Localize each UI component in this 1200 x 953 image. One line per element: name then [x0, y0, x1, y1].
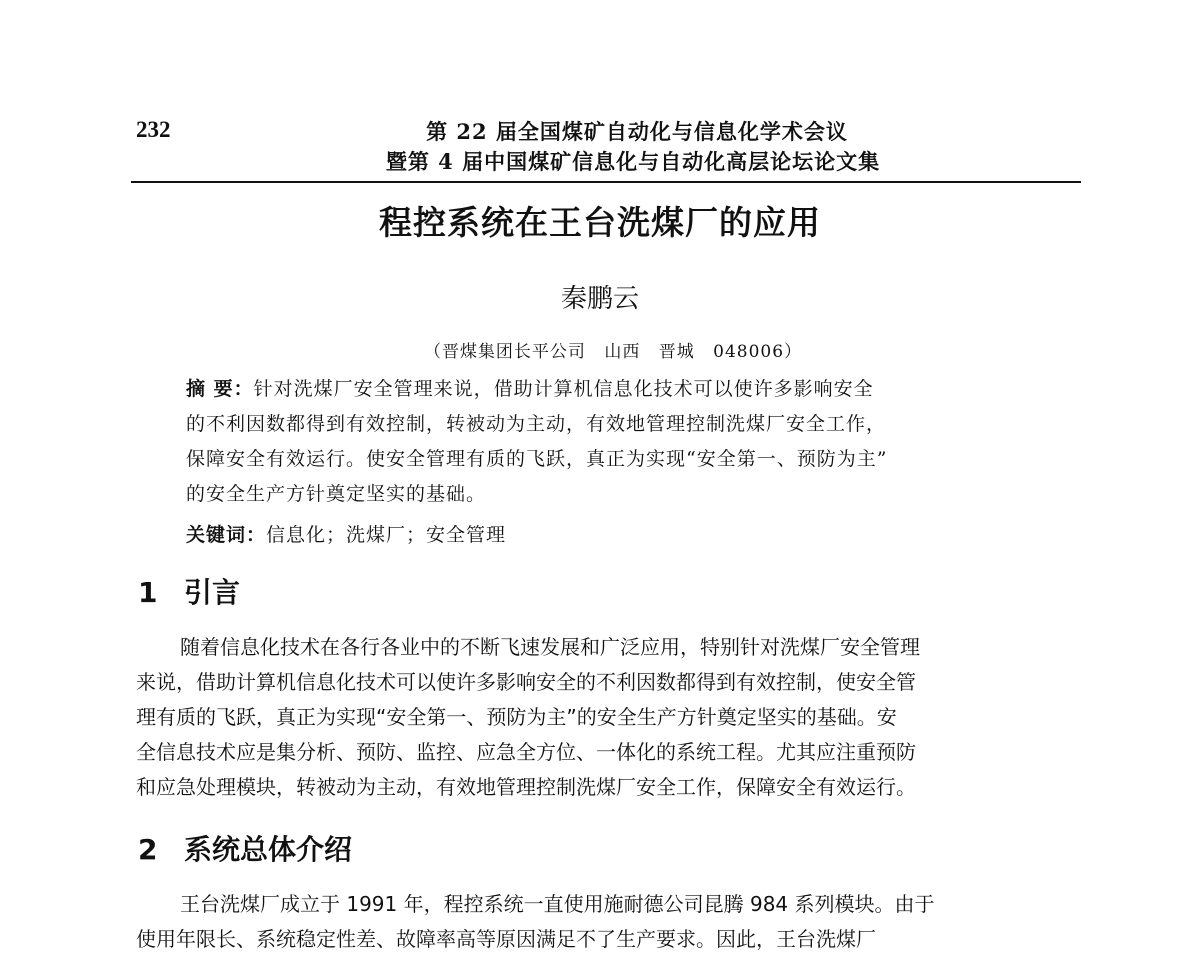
paper-title: 程控系统在王台洗煤厂的应用 — [379, 203, 821, 242]
journal-header-line-2: 暨第 4 届中国煤矿信息化与自动化高层论坛论文集 — [385, 149, 881, 174]
abstract-line: 保障安全有效运行。使安全管理有质的飞跃，真正为实现“安全第一、预防为主” — [186, 448, 888, 470]
section-number: 2 — [138, 833, 158, 866]
affiliation-postcode: 048006 — [713, 342, 785, 362]
affiliation — [0, 337, 1200, 362]
section-2-body — [136, 887, 1080, 953]
abstract-line: 的安全生产方针奠定坚实的基础。 — [186, 483, 487, 505]
journal-header-line-1: 第 22 届全国煤矿自动化与信息化学术会议 — [426, 119, 848, 144]
body-line: 和应急处理模块，转被动为主动，有效地管理控制洗煤厂安全工作，保障安全有效运行。 — [136, 775, 916, 799]
section-heading-2 — [138, 828, 352, 868]
section-1-body — [136, 630, 1080, 805]
body-line: 随着信息化技术在各行各业中的不断飞速发展和广泛应用，特别针对洗煤厂安全管理 — [180, 635, 920, 659]
header-rule — [131, 181, 1081, 183]
keywords-text: 信息化；洗煤厂；安全管理 — [266, 524, 507, 546]
abstract-line — [186, 372, 1046, 407]
body-line: 全信息技术应是集分析、预防、监控、应急全方位、一体化的系统工程。尤其应注重预防 — [136, 740, 916, 764]
body-line: 来说，借助计算机信息化技术可以使许多影响安全的不利因数都得到有效控制，使安全管 — [136, 670, 916, 694]
keywords — [186, 520, 506, 547]
affiliation-open-paren: （ — [423, 342, 442, 362]
body-line: 使用年限长、系统稳定性差、故障率高等原因满足不了生产要求。因此，王台洗煤厂 — [136, 927, 876, 951]
section-title: 系统总体介绍 — [184, 833, 353, 866]
author-name: 秦鹏云 — [560, 284, 639, 314]
section-number: 1 — [138, 576, 158, 609]
body-line: 理有质的飞跃，真正为实现“安全第一、预防为主”的安全生产方针奠定坚实的基础。安 — [136, 705, 897, 729]
abstract-label: 摘 要： — [186, 378, 254, 400]
abstract-line-text: 针对洗煤厂安全管理来说，借助计算机信息化技术可以使许多影响安全 — [253, 378, 874, 400]
section-heading-1 — [138, 571, 240, 611]
section-title: 引言 — [184, 576, 241, 609]
page-number: 232 — [136, 117, 171, 142]
affiliation-city: 晋城 — [658, 342, 695, 362]
keywords-label: 关键词： — [186, 524, 267, 546]
body-line: 王台洗煤厂成立于 1991 年，程控系统一直使用施耐德公司昆腾 984 系列模块。由于 — [180, 892, 935, 916]
affiliation-province: 山西 — [604, 342, 641, 362]
abstract — [186, 372, 1046, 512]
abstract-line: 的不利因数都得到有效控制，转被动为主动，有效地管理控制洗煤厂安全工作， — [186, 413, 887, 435]
affiliation-org: 晋煤集团长平公司 — [441, 342, 586, 362]
affiliation-close-paren: ） — [784, 342, 803, 362]
